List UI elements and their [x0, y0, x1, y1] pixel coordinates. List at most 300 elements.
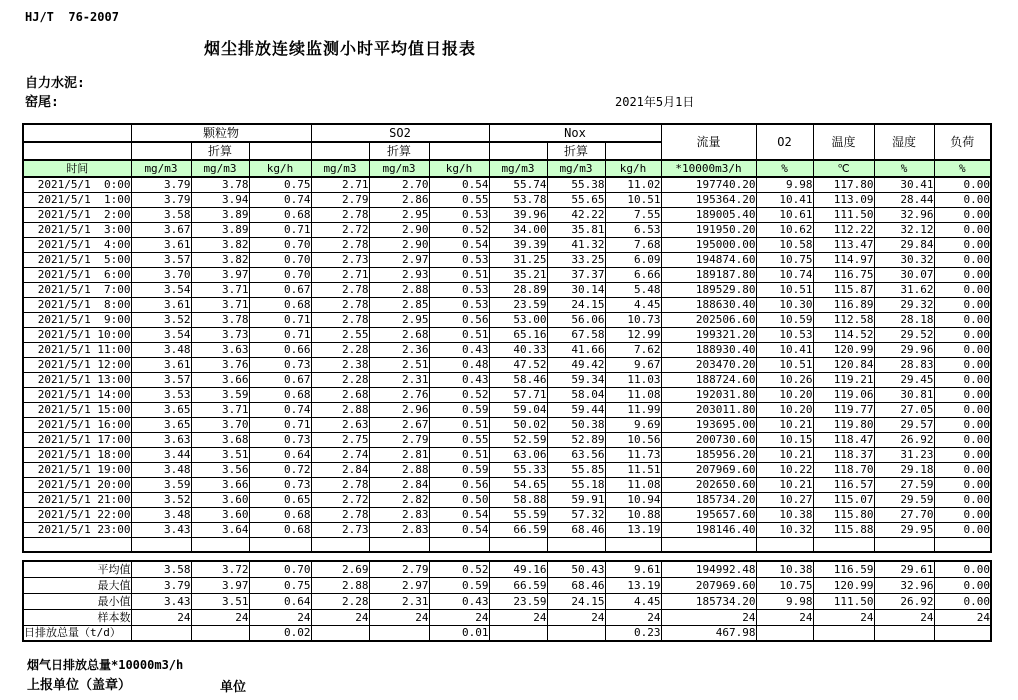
- value-cell: 30.41: [874, 177, 934, 192]
- time-cell: 2021/5/1 11:00: [23, 342, 131, 357]
- value-cell: 198146.40: [661, 522, 756, 537]
- value-cell: 2.78: [311, 207, 369, 222]
- value-cell: 32.96: [874, 577, 934, 593]
- value-cell: [131, 625, 191, 641]
- table-row: [23, 207, 991, 222]
- value-cell: 33.25: [547, 252, 605, 267]
- value-cell: 2.86: [369, 192, 429, 207]
- value-cell: 185956.20: [661, 447, 756, 462]
- value-cell: 203011.80: [661, 402, 756, 417]
- value-cell: 0.00: [934, 522, 991, 537]
- value-cell: 3.97: [191, 267, 249, 282]
- value-cell: 2.31: [369, 593, 429, 609]
- value-cell: 50.02: [489, 417, 547, 432]
- value-cell: 200730.60: [661, 432, 756, 447]
- value-cell: 0.55: [429, 192, 489, 207]
- value-cell: 10.75: [756, 577, 813, 593]
- value-cell: 56.06: [547, 312, 605, 327]
- value-cell: 10.32: [756, 522, 813, 537]
- value-cell: 0.00: [934, 372, 991, 387]
- value-cell: 0.72: [249, 462, 311, 477]
- report-date: 2021年5月1日: [615, 95, 695, 109]
- value-cell: 59.04: [489, 402, 547, 417]
- value-cell: 111.50: [813, 207, 874, 222]
- value-cell: 0.50: [429, 492, 489, 507]
- value-cell: 0.70: [249, 561, 311, 577]
- value-cell: 24: [756, 609, 813, 625]
- value-cell: 0.74: [249, 192, 311, 207]
- unit-cell: mg/m3: [311, 160, 369, 177]
- value-cell: 37.37: [547, 267, 605, 282]
- value-cell: 203470.20: [661, 357, 756, 372]
- value-cell: 3.76: [191, 357, 249, 372]
- value-cell: 0.00: [934, 192, 991, 207]
- value-cell: 0.71: [249, 417, 311, 432]
- time-header: 时间: [23, 160, 131, 177]
- value-cell: 3.71: [191, 402, 249, 417]
- value-cell: 0.67: [249, 372, 311, 387]
- value-cell: 3.60: [191, 492, 249, 507]
- value-cell: 11.99: [605, 402, 661, 417]
- value-cell: 0.53: [429, 207, 489, 222]
- value-cell: 0.73: [249, 477, 311, 492]
- value-cell: 2.74: [311, 447, 369, 462]
- value-cell: 3.66: [191, 372, 249, 387]
- value-cell: 2.85: [369, 297, 429, 312]
- time-cell: 2021/5/1 4:00: [23, 237, 131, 252]
- value-cell: 0.56: [429, 477, 489, 492]
- value-cell: 188630.40: [661, 297, 756, 312]
- table-row: [23, 522, 991, 537]
- unit-cell: kg/h: [429, 160, 489, 177]
- value-cell: 3.52: [131, 492, 191, 507]
- value-cell: 24: [813, 609, 874, 625]
- header-o2: O2: [756, 124, 813, 160]
- value-cell: 0.75: [249, 177, 311, 192]
- value-cell: 11.03: [605, 372, 661, 387]
- value-cell: 10.20: [756, 402, 813, 417]
- value-cell: 10.75: [756, 252, 813, 267]
- value-cell: 24: [547, 609, 605, 625]
- value-cell: 3.63: [191, 342, 249, 357]
- value-cell: [934, 625, 991, 641]
- table-row: [23, 462, 991, 477]
- table-row: [23, 447, 991, 462]
- value-cell: 112.58: [813, 312, 874, 327]
- value-cell: 0.23: [605, 625, 661, 641]
- value-cell: 6.09: [605, 252, 661, 267]
- table-row: [23, 192, 991, 207]
- value-cell: 0.00: [934, 357, 991, 372]
- value-cell: 0.68: [249, 507, 311, 522]
- value-cell: 10.88: [605, 507, 661, 522]
- value-cell: 10.74: [756, 267, 813, 282]
- value-cell: 52.89: [547, 432, 605, 447]
- summary-label-cell: 平均值: [23, 561, 131, 577]
- value-cell: 24: [489, 609, 547, 625]
- value-cell: 2.79: [369, 432, 429, 447]
- value-cell: 11.08: [605, 477, 661, 492]
- value-cell: 2.63: [311, 417, 369, 432]
- value-cell: 0.70: [249, 252, 311, 267]
- value-cell: 11.08: [605, 387, 661, 402]
- time-cell: 2021/5/1 22:00: [23, 507, 131, 522]
- value-cell: 29.18: [874, 462, 934, 477]
- value-cell: 3.64: [191, 522, 249, 537]
- value-cell: 55.65: [547, 192, 605, 207]
- value-cell: 3.61: [131, 357, 191, 372]
- value-cell: [489, 625, 547, 641]
- value-cell: 3.51: [191, 593, 249, 609]
- header-row-units: [23, 160, 991, 177]
- time-cell: 2021/5/1 0:00: [23, 177, 131, 192]
- value-cell: 115.80: [813, 507, 874, 522]
- unit-cell: mg/m3: [369, 160, 429, 177]
- time-cell: 2021/5/1 7:00: [23, 282, 131, 297]
- value-cell: 11.02: [605, 177, 661, 192]
- value-cell: 2.28: [311, 342, 369, 357]
- value-cell: 2.88: [369, 462, 429, 477]
- value-cell: 0.68: [249, 387, 311, 402]
- unit-cell: mg/m3: [191, 160, 249, 177]
- value-cell: 66.59: [489, 522, 547, 537]
- value-cell: 2.83: [369, 522, 429, 537]
- value-cell: 3.59: [191, 387, 249, 402]
- value-cell: 3.89: [191, 207, 249, 222]
- value-cell: 58.88: [489, 492, 547, 507]
- value-cell: 3.82: [191, 237, 249, 252]
- blank-cell: [311, 142, 369, 160]
- value-cell: 59.34: [547, 372, 605, 387]
- time-cell: 2021/5/1 10:00: [23, 327, 131, 342]
- value-cell: 195000.00: [661, 237, 756, 252]
- value-cell: 2.78: [311, 312, 369, 327]
- value-cell: 0.52: [429, 222, 489, 237]
- value-cell: 0.51: [429, 447, 489, 462]
- value-cell: 2.55: [311, 327, 369, 342]
- value-cell: 53.00: [489, 312, 547, 327]
- value-cell: 12.99: [605, 327, 661, 342]
- value-cell: 2.68: [369, 327, 429, 342]
- value-cell: 0.00: [934, 267, 991, 282]
- value-cell: 9.98: [756, 177, 813, 192]
- time-cell: 2021/5/1 15:00: [23, 402, 131, 417]
- blank-cell: [369, 537, 429, 552]
- time-cell: 2021/5/1 8:00: [23, 297, 131, 312]
- value-cell: 10.58: [756, 237, 813, 252]
- value-cell: 195657.60: [661, 507, 756, 522]
- value-cell: 10.38: [756, 507, 813, 522]
- table-row: [23, 372, 991, 387]
- value-cell: 49.42: [547, 357, 605, 372]
- value-cell: 7.68: [605, 237, 661, 252]
- value-cell: 3.43: [131, 522, 191, 537]
- value-cell: 185734.20: [661, 593, 756, 609]
- summary-table: [22, 560, 992, 642]
- time-cell: 2021/5/1 21:00: [23, 492, 131, 507]
- value-cell: 29.84: [874, 237, 934, 252]
- blank-cell: [23, 142, 131, 160]
- value-cell: 113.09: [813, 192, 874, 207]
- value-cell: 10.21: [756, 477, 813, 492]
- value-cell: 40.33: [489, 342, 547, 357]
- company-label: 自力水泥:: [25, 76, 85, 91]
- value-cell: 3.67: [131, 222, 191, 237]
- value-cell: 24: [934, 609, 991, 625]
- value-cell: 10.56: [605, 432, 661, 447]
- value-cell: 193695.00: [661, 417, 756, 432]
- value-cell: 30.32: [874, 252, 934, 267]
- value-cell: 0.53: [429, 297, 489, 312]
- value-cell: 30.14: [547, 282, 605, 297]
- value-cell: 0.00: [934, 312, 991, 327]
- blank-cell: [605, 142, 661, 160]
- value-cell: 0.00: [934, 561, 991, 577]
- value-cell: 197740.20: [661, 177, 756, 192]
- value-cell: 2.97: [369, 252, 429, 267]
- value-cell: 26.92: [874, 593, 934, 609]
- value-cell: 3.57: [131, 372, 191, 387]
- value-cell: 0.54: [429, 507, 489, 522]
- value-cell: 39.96: [489, 207, 547, 222]
- value-cell: 0.00: [934, 252, 991, 267]
- value-cell: 10.61: [756, 207, 813, 222]
- table-row: [23, 312, 991, 327]
- value-cell: 2.78: [311, 297, 369, 312]
- value-cell: 59.91: [547, 492, 605, 507]
- value-cell: 3.43: [131, 593, 191, 609]
- time-cell: 2021/5/1 2:00: [23, 207, 131, 222]
- value-cell: 5.48: [605, 282, 661, 297]
- table-row: [23, 327, 991, 342]
- value-cell: 29.45: [874, 372, 934, 387]
- blank-cell: [813, 537, 874, 552]
- value-cell: 2.90: [369, 222, 429, 237]
- value-cell: 9.67: [605, 357, 661, 372]
- value-cell: 55.33: [489, 462, 547, 477]
- value-cell: 0.02: [249, 625, 311, 641]
- value-cell: 10.22: [756, 462, 813, 477]
- value-cell: 0.00: [934, 387, 991, 402]
- value-cell: 24: [311, 609, 369, 625]
- value-cell: 194992.48: [661, 561, 756, 577]
- group-header-particulate: 颗粒物: [131, 124, 311, 142]
- blank-cell: [874, 537, 934, 552]
- value-cell: 117.80: [813, 177, 874, 192]
- header-load: 负荷: [934, 124, 991, 160]
- value-cell: 42.22: [547, 207, 605, 222]
- value-cell: 2.79: [369, 561, 429, 577]
- value-cell: 32.96: [874, 207, 934, 222]
- value-cell: 28.89: [489, 282, 547, 297]
- hourly-data-table: [22, 123, 992, 553]
- value-cell: 111.50: [813, 593, 874, 609]
- value-cell: 28.83: [874, 357, 934, 372]
- time-cell: 2021/5/1 17:00: [23, 432, 131, 447]
- value-cell: 112.22: [813, 222, 874, 237]
- blank-cell: [605, 537, 661, 552]
- value-cell: 24: [249, 609, 311, 625]
- value-cell: [547, 625, 605, 641]
- blank-cell: [191, 537, 249, 552]
- table-row: [23, 417, 991, 432]
- value-cell: 10.51: [756, 282, 813, 297]
- value-cell: 13.19: [605, 577, 661, 593]
- value-cell: 23.59: [489, 297, 547, 312]
- unit-cell: *10000m3/h: [661, 160, 756, 177]
- blank-cell: [547, 537, 605, 552]
- value-cell: 207969.60: [661, 577, 756, 593]
- summary-label-cell: 最小值: [23, 593, 131, 609]
- value-cell: 3.79: [131, 192, 191, 207]
- value-cell: 0.00: [934, 342, 991, 357]
- time-cell: 2021/5/1 9:00: [23, 312, 131, 327]
- value-cell: 116.59: [813, 561, 874, 577]
- value-cell: 0.51: [429, 327, 489, 342]
- value-cell: 0.00: [934, 297, 991, 312]
- value-cell: 26.92: [874, 432, 934, 447]
- value-cell: 2.96: [369, 402, 429, 417]
- table-row: [23, 357, 991, 372]
- value-cell: [813, 625, 874, 641]
- unit-label: 单位: [220, 680, 247, 695]
- time-cell: 2021/5/1 20:00: [23, 477, 131, 492]
- value-cell: 3.78: [191, 177, 249, 192]
- value-cell: 0.00: [934, 222, 991, 237]
- header-temperature: 温度: [813, 124, 874, 160]
- station-label: 窑尾:: [25, 95, 59, 110]
- value-cell: 31.23: [874, 447, 934, 462]
- value-cell: [191, 625, 249, 641]
- value-cell: 2.95: [369, 312, 429, 327]
- value-cell: 4.45: [605, 593, 661, 609]
- header-humidity: 湿度: [874, 124, 934, 160]
- value-cell: 2.84: [369, 477, 429, 492]
- time-cell: 2021/5/1 19:00: [23, 462, 131, 477]
- value-cell: 3.97: [191, 577, 249, 593]
- value-cell: 55.59: [489, 507, 547, 522]
- value-cell: 2.82: [369, 492, 429, 507]
- value-cell: 3.79: [131, 177, 191, 192]
- value-cell: 41.66: [547, 342, 605, 357]
- value-cell: 68.46: [547, 577, 605, 593]
- value-cell: 0.00: [934, 327, 991, 342]
- value-cell: 2.93: [369, 267, 429, 282]
- value-cell: 116.75: [813, 267, 874, 282]
- value-cell: 10.94: [605, 492, 661, 507]
- unit-cell: kg/h: [605, 160, 661, 177]
- value-cell: 58.46: [489, 372, 547, 387]
- value-cell: 10.41: [756, 342, 813, 357]
- value-cell: 35.21: [489, 267, 547, 282]
- value-cell: 3.72: [191, 561, 249, 577]
- time-cell: 2021/5/1 6:00: [23, 267, 131, 282]
- value-cell: 27.59: [874, 477, 934, 492]
- value-cell: 185734.20: [661, 492, 756, 507]
- value-cell: 30.07: [874, 267, 934, 282]
- value-cell: 3.65: [131, 417, 191, 432]
- value-cell: 27.05: [874, 402, 934, 417]
- value-cell: 3.65: [131, 402, 191, 417]
- value-cell: 2.73: [311, 522, 369, 537]
- value-cell: 0.00: [934, 177, 991, 192]
- value-cell: 114.97: [813, 252, 874, 267]
- blank-cell: [934, 537, 991, 552]
- value-cell: 23.59: [489, 593, 547, 609]
- value-cell: 3.52: [131, 312, 191, 327]
- blank-cell: [249, 142, 311, 160]
- value-cell: 114.52: [813, 327, 874, 342]
- subheader-pm-converted: 折算: [191, 142, 249, 160]
- value-cell: 0.00: [934, 462, 991, 477]
- value-cell: 3.73: [191, 327, 249, 342]
- value-cell: 3.44: [131, 447, 191, 462]
- value-cell: 0.59: [429, 462, 489, 477]
- value-cell: 10.62: [756, 222, 813, 237]
- value-cell: 120.99: [813, 342, 874, 357]
- value-cell: 202506.60: [661, 312, 756, 327]
- value-cell: 3.48: [131, 342, 191, 357]
- value-cell: 55.18: [547, 477, 605, 492]
- table-row: [23, 267, 991, 282]
- value-cell: 57.32: [547, 507, 605, 522]
- table-row: [23, 507, 991, 522]
- value-cell: 2.72: [311, 492, 369, 507]
- value-cell: 0.51: [429, 417, 489, 432]
- value-cell: 3.79: [131, 577, 191, 593]
- value-cell: 0.00: [934, 282, 991, 297]
- unit-cell: mg/m3: [131, 160, 191, 177]
- value-cell: 0.00: [934, 447, 991, 462]
- value-cell: 2.78: [311, 507, 369, 522]
- value-cell: 11.51: [605, 462, 661, 477]
- value-cell: 0.00: [934, 492, 991, 507]
- value-cell: 2.88: [311, 577, 369, 593]
- value-cell: 0.51: [429, 267, 489, 282]
- value-cell: 115.88: [813, 522, 874, 537]
- blank-cell: [131, 142, 191, 160]
- value-cell: 0.48: [429, 357, 489, 372]
- value-cell: 2.31: [369, 372, 429, 387]
- value-cell: 24.15: [547, 297, 605, 312]
- value-cell: 0.65: [249, 492, 311, 507]
- value-cell: 2.73: [311, 252, 369, 267]
- time-cell: 2021/5/1 18:00: [23, 447, 131, 462]
- value-cell: 53.78: [489, 192, 547, 207]
- group-header-so2: SO2: [311, 124, 489, 142]
- blank-cell: [23, 537, 131, 552]
- time-cell: 2021/5/1 13:00: [23, 372, 131, 387]
- value-cell: 2.78: [311, 237, 369, 252]
- table-row: [23, 252, 991, 267]
- value-cell: 0.71: [249, 222, 311, 237]
- value-cell: 3.54: [131, 327, 191, 342]
- value-cell: 119.06: [813, 387, 874, 402]
- value-cell: 3.59: [131, 477, 191, 492]
- value-cell: 55.74: [489, 177, 547, 192]
- unit-cell: mg/m3: [489, 160, 547, 177]
- value-cell: 13.19: [605, 522, 661, 537]
- value-cell: 29.52: [874, 327, 934, 342]
- value-cell: 3.53: [131, 387, 191, 402]
- value-cell: 3.57: [131, 252, 191, 267]
- value-cell: 3.89: [191, 222, 249, 237]
- table-row: [23, 387, 991, 402]
- value-cell: 66.59: [489, 577, 547, 593]
- value-cell: 0.68: [249, 207, 311, 222]
- value-cell: 116.57: [813, 477, 874, 492]
- value-cell: 0.74: [249, 402, 311, 417]
